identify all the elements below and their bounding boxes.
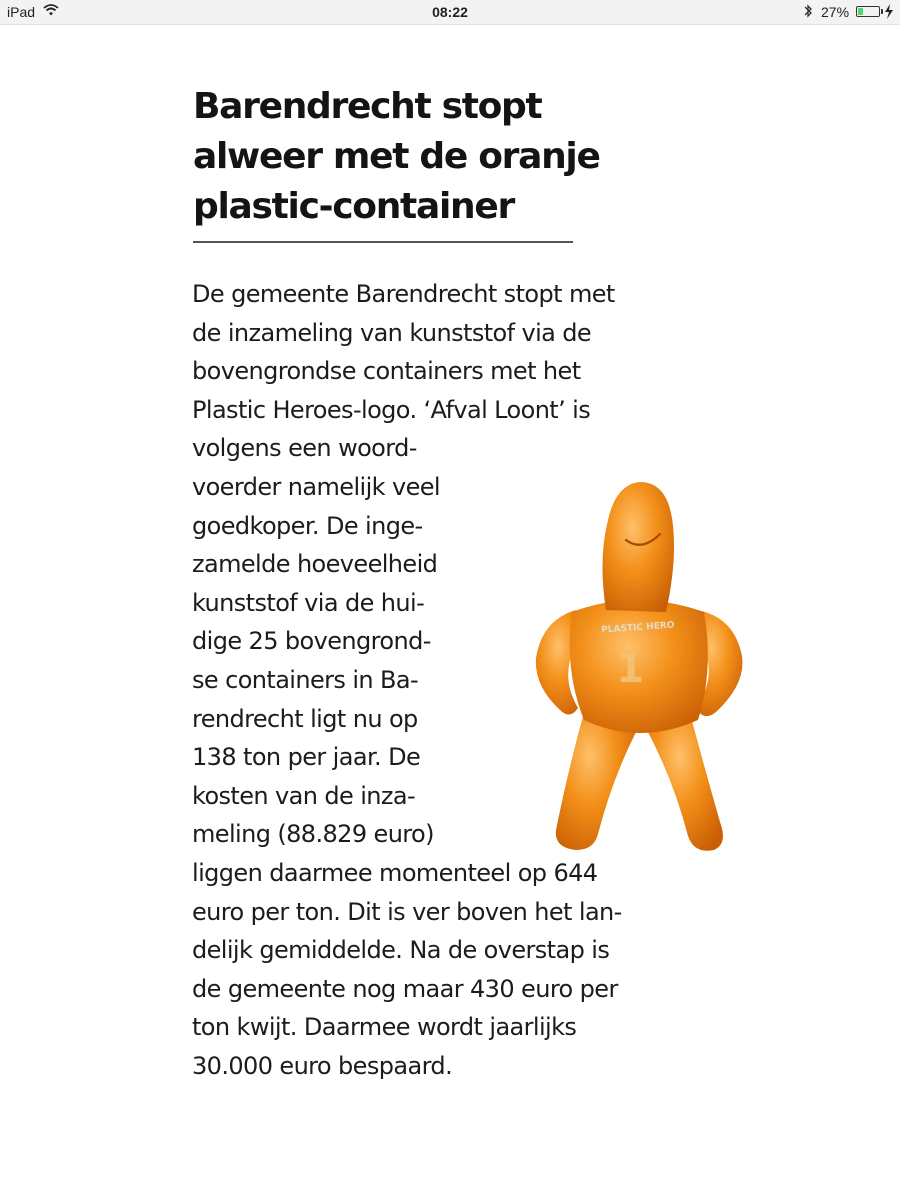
headline-line: alweer met de oranje xyxy=(193,136,600,177)
body-line: dige 25 bovengrond- xyxy=(192,627,431,656)
headline-divider xyxy=(193,241,573,243)
plastic-heroes-mascot xyxy=(528,470,753,865)
battery-icon xyxy=(856,6,880,17)
lightning-icon xyxy=(884,4,894,19)
body-line: 30.000 euro bespaard. xyxy=(192,1052,453,1080)
body-line: De gemeente Barendrecht stopt met xyxy=(192,280,615,308)
body-line: Plastic Heroes-logo. ‘Afval Loont’ is xyxy=(192,395,591,424)
body-line: volgens een woord- xyxy=(192,434,417,463)
body-line: voerder namelijk veel xyxy=(192,473,440,501)
battery-percent: 27% xyxy=(821,4,850,20)
bluetooth-icon xyxy=(803,3,813,19)
body-line: de inzameling van kunststof via de xyxy=(192,318,592,347)
body-line: meling (88.829 euro) xyxy=(192,820,434,849)
status-bar xyxy=(0,0,900,25)
body-line: se containers in Ba- xyxy=(192,666,419,694)
body-line: euro per ton. Dit is ver boven het lan- xyxy=(192,897,622,926)
body-line: bovengrondse containers met het xyxy=(192,357,581,386)
body-line: kosten van de inza- xyxy=(192,781,416,810)
battery-fill xyxy=(858,8,863,15)
body-line: delijk gemiddelde. Na de overstap is xyxy=(192,936,610,965)
headline-line: Barendrecht stopt xyxy=(193,86,542,127)
body-line: liggen daarmee momenteel op 644 xyxy=(192,859,598,887)
body-line: goedkoper. De inge- xyxy=(192,511,423,540)
clock: 08:22 xyxy=(432,4,468,20)
mascot-chest-text: PLASTIC HERO xyxy=(600,620,675,636)
body-line: 138 ton per jaar. De xyxy=(192,743,421,772)
body-line: zamelde hoeveelheid xyxy=(192,550,438,579)
headline-line: plastic-container xyxy=(193,186,514,227)
body-line: kunststof via de hui- xyxy=(192,588,425,617)
article xyxy=(0,24,900,1200)
body-line: de gemeente nog maar 430 euro per xyxy=(192,974,618,1003)
body-line: rendrecht ligt nu op xyxy=(192,704,418,733)
headline-text xyxy=(193,82,600,232)
body-line: ton kwijt. Daarmee wordt jaarlijks xyxy=(192,1013,577,1042)
device-name: iPad xyxy=(7,4,36,20)
mascot-chest-number: 1 xyxy=(616,646,644,692)
